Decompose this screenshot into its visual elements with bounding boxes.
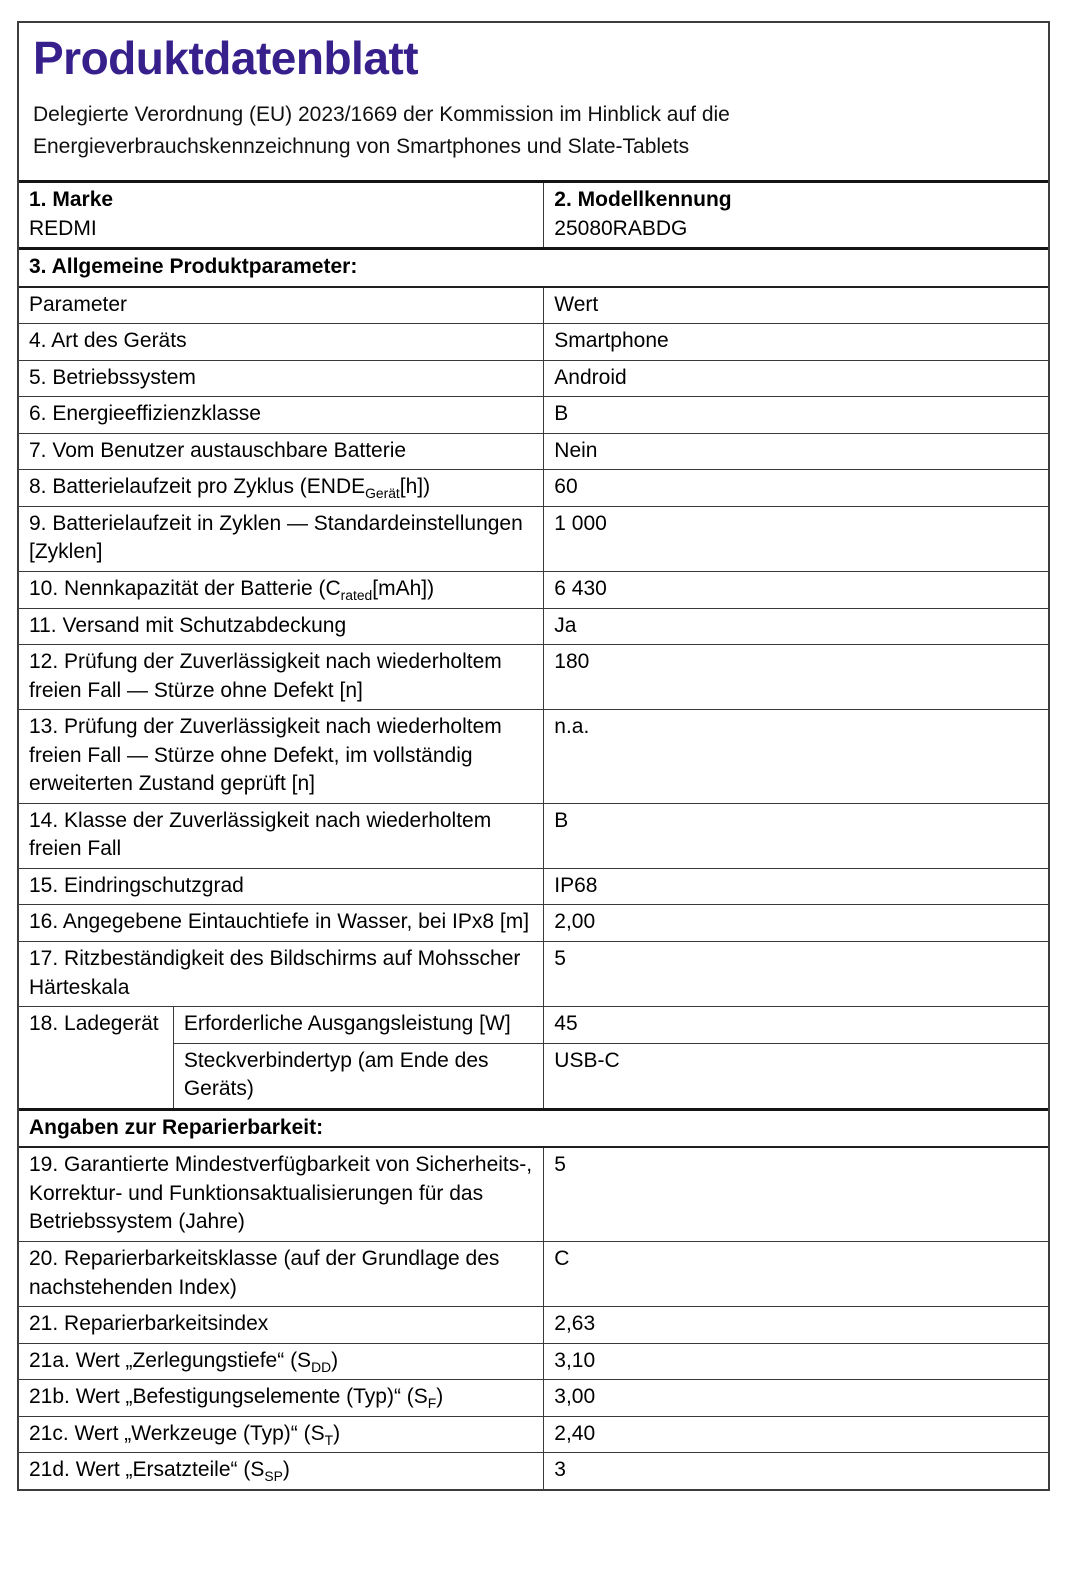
param-value: 3	[544, 1453, 1048, 1489]
table-row	[19, 433, 1048, 470]
param-value: 60	[544, 470, 1048, 507]
regulation-subtitle-line1: Delegierte Verordnung (EU) 2023/1669 der Kommission im Hinblick auf die	[33, 103, 730, 126]
charger-row-power	[19, 1007, 1048, 1044]
table-row	[19, 1147, 1048, 1241]
table-row	[19, 608, 1048, 645]
param-label: 12. Prüfung der Zuverlässigkeit nach wiederholtem freien Fall — Stürze ohne Defekt [n]	[19, 645, 544, 710]
table-row	[19, 470, 1048, 507]
page-title: Produktdatenblatt	[33, 32, 419, 84]
model-label: 2. Modellkennung	[554, 188, 732, 211]
regulation-subtitle-line2: Energieverbrauchskennzeichnung von Smartphones und Slate-Tablets	[33, 134, 690, 158]
table-row	[19, 645, 1048, 710]
param-value: B	[544, 803, 1048, 868]
table-row	[19, 572, 1048, 609]
param-label: 16. Angegebene Eintauchtiefe in Wasser, bei IPx8 [m]	[19, 905, 544, 942]
column-header-row	[19, 287, 1048, 324]
param-label: 14. Klasse der Zuverlässigkeit nach wiederholtem freien Fall	[19, 803, 544, 868]
table-row	[19, 1380, 1048, 1417]
table-row	[19, 942, 1048, 1007]
datasheet-frame	[17, 21, 1050, 1491]
param-label: 19. Garantierte Mindestverfügbarkeit von Sicherheits-, Korrektur- und Funktionsaktualisierungen für das Betriebssystem (Jahre)	[19, 1147, 544, 1241]
table-row	[19, 397, 1048, 434]
param-value: 2,00	[544, 905, 1048, 942]
param-label: 21d. Wert „Ersatzteile“ $(S_{SP})$	[19, 1453, 544, 1489]
param-label: 21c. Wert „Werkzeuge (Typ)“ $(S_T)$	[19, 1416, 544, 1453]
param-value: 1 000	[544, 506, 1048, 571]
title-block	[19, 23, 1048, 180]
section-header-general	[19, 249, 1048, 287]
table-row	[19, 1241, 1048, 1306]
param-value: Ja	[544, 608, 1048, 645]
param-label: 11. Versand mit Schutzabdeckung	[19, 608, 544, 645]
param-value: 180	[544, 645, 1048, 710]
param-value: B	[544, 397, 1048, 434]
table-row	[19, 868, 1048, 905]
param-label: 4. Art des Geräts	[19, 324, 544, 361]
param-label: 21a. Wert „Zerlegungstiefe“ $(S_{DD})$	[19, 1343, 544, 1380]
table-row	[19, 506, 1048, 571]
section-header-label: Angaben zur Reparierbarkeit:	[19, 1109, 1048, 1147]
param-value: C	[544, 1241, 1048, 1306]
table-row	[19, 1416, 1048, 1453]
model-value: 25080RABDG	[554, 216, 688, 240]
param-value: 3,10	[544, 1343, 1048, 1380]
table-row	[19, 803, 1048, 868]
param-label: 8. Batterielaufzeit pro Zyklus $(ENDE_{Gerät}[h])$	[19, 470, 544, 507]
section-header-repair	[19, 1109, 1048, 1147]
param-value: Smartphone	[544, 324, 1048, 361]
regulation-subtitle	[33, 99, 1034, 162]
charger-row-connector	[19, 1043, 1048, 1109]
param-value: 2,40	[544, 1416, 1048, 1453]
brand-model-row	[19, 183, 1048, 249]
column-header-parameter: Parameter	[19, 287, 544, 324]
datasheet-table-wrap	[19, 180, 1048, 1489]
datasheet-table	[19, 183, 1048, 1489]
param-label: 15. Eindringschutzgrad	[19, 868, 544, 905]
charger-label: 18. Ladegerät	[19, 1007, 173, 1110]
param-value: n.a.	[544, 710, 1048, 804]
table-row	[19, 1453, 1048, 1489]
param-label: 17. Ritzbeständigkeit des Bildschirms auf Mohsscher Härteskala	[19, 942, 544, 1007]
param-value: USB-C	[544, 1043, 1048, 1109]
param-value: 5	[544, 1147, 1048, 1241]
param-label: 9. Batterielaufzeit in Zyklen — Standardeinstellungen [Zyklen]	[19, 506, 544, 571]
param-label: 21b. Wert „Befestigungselemente (Typ)“ $(S_F)$	[19, 1380, 544, 1417]
param-label: 13. Prüfung der Zuverlässigkeit nach wiederholtem freien Fall — Stürze ohne Defekt, im vollständig erweiterten Zustand geprüft [n]	[19, 710, 544, 804]
param-label: 7. Vom Benutzer austauschbare Batterie	[19, 433, 544, 470]
param-value: 45	[544, 1007, 1048, 1044]
table-row	[19, 1343, 1048, 1380]
param-label: 5. Betriebssystem	[19, 360, 544, 397]
table-row	[19, 905, 1048, 942]
brand-value: REDMI	[29, 216, 97, 240]
table-row	[19, 710, 1048, 804]
param-value: 6 430	[544, 572, 1048, 609]
table-row	[19, 1307, 1048, 1344]
param-value: Nein	[544, 433, 1048, 470]
param-value: Android	[544, 360, 1048, 397]
param-label: 20. Reparierbarkeitsklasse (auf der Grundlage des nachstehenden Index)	[19, 1241, 544, 1306]
brand-label: 1. Marke	[29, 188, 114, 211]
param-value: 5	[544, 942, 1048, 1007]
param-label: Steckverbindertyp (am Ende des Geräts)	[173, 1043, 543, 1109]
param-label: Erforderliche Ausgangsleistung [W]	[173, 1007, 543, 1044]
param-value: 3,00	[544, 1380, 1048, 1417]
param-label: 10. Nennkapazität der Batterie $(C_{rated}[mAh])$	[19, 572, 544, 609]
param-value: IP68	[544, 868, 1048, 905]
column-header-wert: Wert	[544, 287, 1048, 324]
brand-cell	[19, 183, 544, 249]
table-row	[19, 360, 1048, 397]
param-value: 2,63	[544, 1307, 1048, 1344]
model-cell	[544, 183, 1048, 249]
table-row	[19, 324, 1048, 361]
param-label: 21. Reparierbarkeitsindex	[19, 1307, 544, 1344]
section-header-label: 3. Allgemeine Produktparameter:	[19, 249, 1048, 287]
param-label: 6. Energieeffizienzklasse	[19, 397, 544, 434]
